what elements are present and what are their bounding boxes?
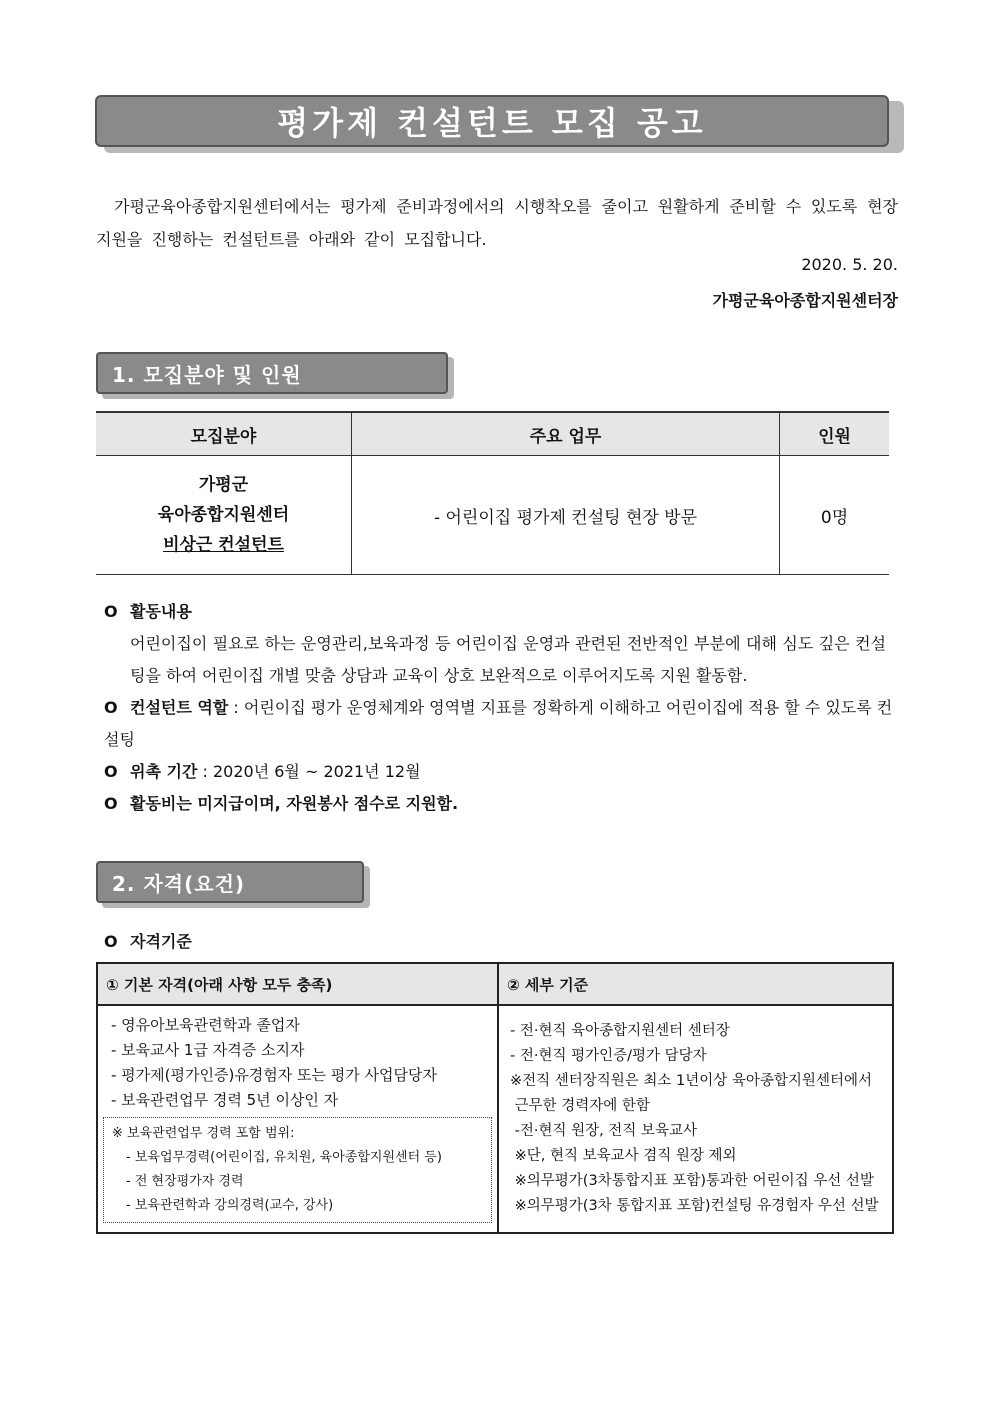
note-title: ※ 보육관련업무 경력 포함 범위:: [112, 1126, 295, 1141]
criteria-label: 자격기준: [130, 932, 192, 951]
duty-cell: - 어린이집 평가제 컨설팅 현장 방문: [352, 456, 780, 575]
notice-date: 2020. 5. 20.: [801, 255, 898, 274]
term-text: : 2020년 6월 ~ 2021년 12월: [202, 762, 421, 781]
table-row: [97, 1005, 893, 1233]
bullet-mark: O: [104, 762, 118, 781]
bullet-mark: O: [104, 698, 118, 717]
list-item: - 보육업무경력(어린이집, 유치원, 육아종합지원센터 등): [126, 1150, 442, 1165]
field-line: 육아종합지원센터: [157, 505, 290, 525]
activity-label: 활동내용: [130, 602, 192, 621]
fee-bullet: [104, 788, 896, 820]
bullet-mark: O: [104, 794, 118, 813]
basic-list: [99, 1007, 496, 1113]
criteria-bullet: [104, 926, 504, 958]
field-line: 가평군: [198, 475, 249, 495]
header-field: 모집분야: [96, 412, 352, 456]
activity-bullet: [104, 596, 896, 628]
count-cell: 0명: [780, 456, 890, 575]
list-item: - 전·현직 평가인증/평가 담당자: [510, 1048, 707, 1064]
list-item: ※의무평가(3차 통합지표 포함)컨설팅 유경험자 우선 선발: [510, 1198, 879, 1214]
role-text: : 어린이집 평가 운영체계와 영역별 지표를 정확하게 이해하고 어린이집에 적용 할 수 있도록 컨설팅: [104, 698, 893, 749]
field-cell: [96, 456, 352, 575]
header-duty: 주요 업무: [352, 412, 780, 456]
list-item: - 보육교사 1급 자격증 소지자: [111, 1041, 305, 1059]
bullet-mark: O: [104, 932, 118, 951]
recruitment-table: [96, 411, 889, 575]
list-item: ※의무평가(3차통합지표 포함)통과한 어린이집 우선 선발: [510, 1173, 874, 1189]
list-item: - 전·현직 육아종합지원센터 센터장: [510, 1023, 730, 1039]
section2-heading: 2. 자격(요건): [96, 861, 364, 903]
intro-paragraph: 가평군육아종합지원센터에서는 평가제 준비과정에서의 시행착오를 줄이고 원활하게 준비할 수 있도록 현장지원을 진행하는 컨설턴트를 아래와 같이 모집합니다.: [96, 197, 898, 249]
detail-cell: [498, 1005, 893, 1233]
section1-heading: 1. 모집분야 및 인원: [96, 352, 448, 394]
role-bullet: [104, 692, 896, 756]
role-label: 컨설턴트 역할: [130, 698, 229, 717]
list-item: - 전 현장평가자 경력: [126, 1174, 244, 1189]
list-item: - 평가제(평가인증)유경험자 또는 평가 사업담당자: [111, 1066, 437, 1084]
basic-cell: [97, 1005, 498, 1233]
page-title: 평가제 컨설턴트 모집 공고: [95, 95, 889, 147]
organization-signature: 가평군육아종합지원센터장: [712, 291, 898, 310]
list-item: - 영유아보육관련학과 졸업자: [111, 1016, 300, 1034]
term-bullet: [104, 756, 896, 788]
list-item: - 보육관련학과 강의경력(교수, 강사): [126, 1198, 334, 1213]
list-item: ※전직 센터장직원은 최소 1년이상 육아종합지원센터에서: [510, 1073, 872, 1089]
term-label: 위촉 기간: [130, 762, 198, 781]
detail-list: [500, 1007, 891, 1227]
experience-note-box: [103, 1117, 492, 1223]
fee-text: 활동비는 미지급이며, 자원봉사 점수로 지원함.: [130, 794, 459, 813]
list-item: -전·현직 원장, 전직 보육교사: [510, 1123, 697, 1139]
field-line: 비상근 컨설턴트: [163, 535, 284, 555]
list-item: ※단, 현직 보육교사 겸직 원장 제외: [510, 1148, 737, 1164]
header-detail: ② 세부 기준: [498, 963, 893, 1005]
header-basic: ① 기본 자격(아래 사항 모두 충족): [97, 963, 498, 1005]
list-item: - 보육관련업무 경력 5년 이상인 자: [111, 1091, 339, 1109]
bullet-mark: O: [104, 602, 118, 621]
header-count: 인원: [780, 412, 890, 456]
table-row: [96, 456, 889, 575]
activity-text: 어린이집이 필요로 하는 운영관리,보육과정 등 어린이집 운영과 관련된 전반적인 부분에 대해 심도 깊은 컨설팅을 하여 어린이집 개별 맞춤 상담과 교육이 상호 보완적으로 이루어지도록 지원 활동함.: [130, 634, 886, 685]
list-item: 근무한 경력자에 한함: [510, 1098, 650, 1114]
qualification-table: [96, 962, 894, 1234]
